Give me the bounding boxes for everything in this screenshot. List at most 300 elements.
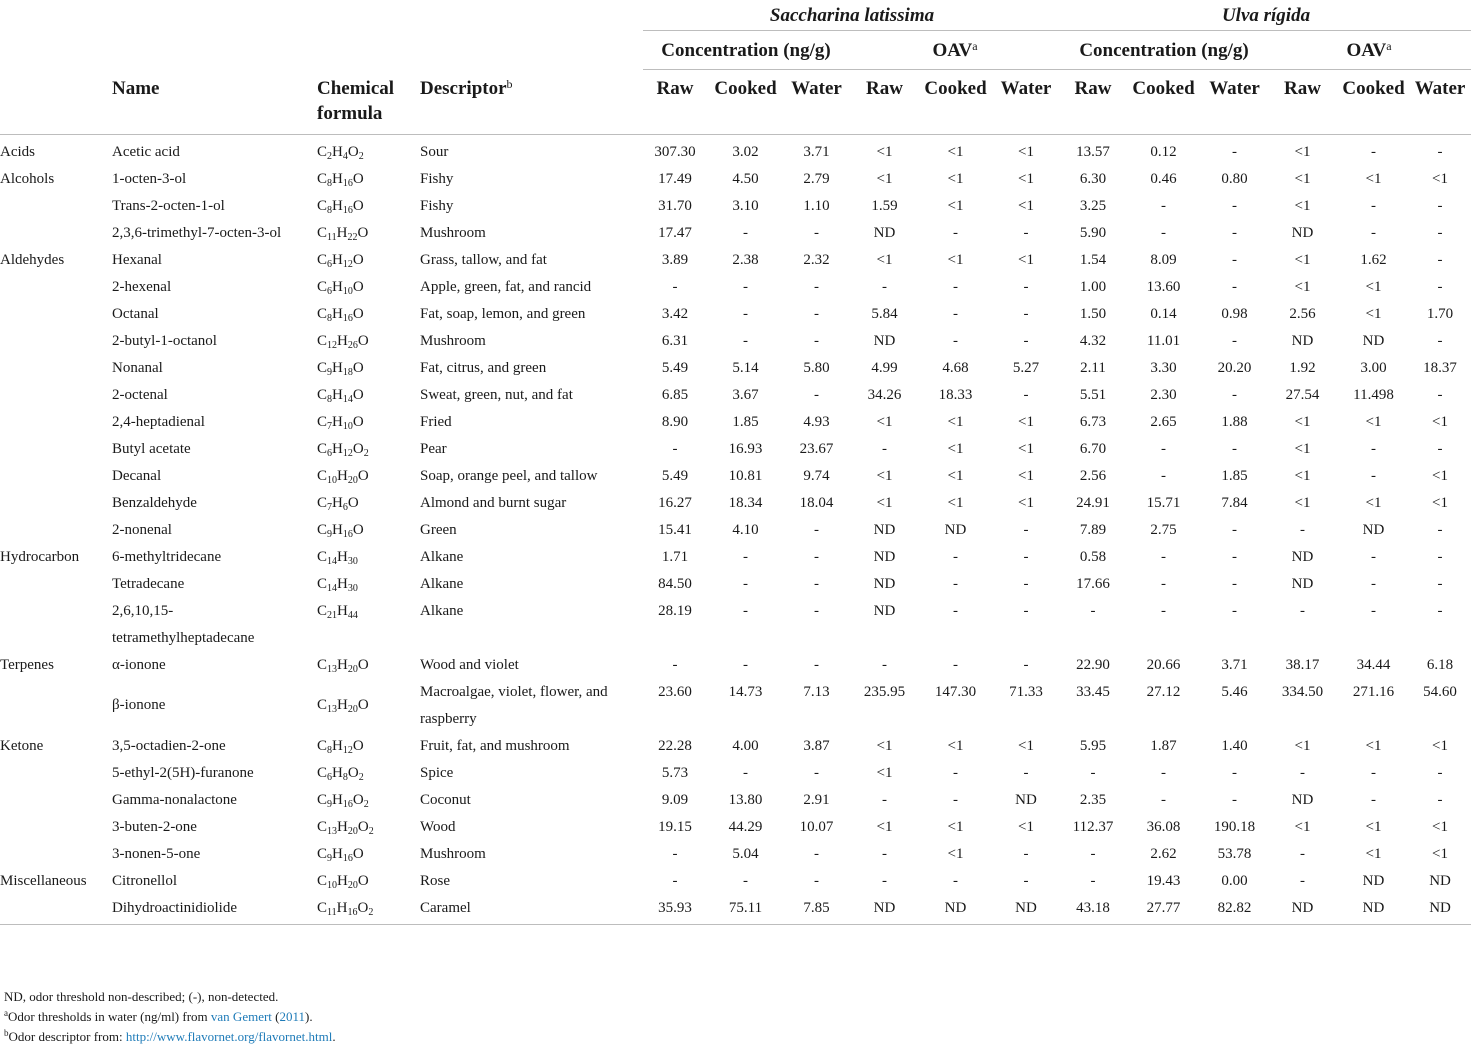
value-cell: 3.30 <box>1150 359 1177 376</box>
value-cell: <1 <box>947 467 964 484</box>
value-cell: - <box>1437 602 1443 619</box>
value-cell: <1 <box>1432 467 1448 484</box>
table-row <box>0 598 1471 652</box>
table-row <box>0 544 1471 571</box>
compound-class <box>0 895 112 925</box>
value-cell: 3.71 <box>803 143 830 160</box>
value-cell: - <box>1023 386 1029 403</box>
value-cell: 6.31 <box>661 332 689 349</box>
raw-header: Raw <box>849 70 920 135</box>
compound-class <box>0 841 112 868</box>
value-cell: - <box>953 548 958 565</box>
table-row <box>0 193 1471 220</box>
value-cell: 5.49 <box>661 359 689 376</box>
chemical-formula: $C_9H_{18}O$ <box>317 359 364 378</box>
value-cell: 6.85 <box>661 386 689 403</box>
compound-name: 2,6,10,15- tetramethylheptadecane <box>112 602 255 646</box>
value-cell: 147.30 <box>934 683 977 700</box>
cooked-header: Cooked <box>920 70 991 135</box>
compound-class <box>0 355 112 382</box>
value-cell: 10.81 <box>728 467 763 484</box>
value-cell: 15.71 <box>1146 494 1181 511</box>
value-cell: - <box>1023 521 1029 538</box>
value-cell: <1 <box>1365 845 1382 862</box>
chemical-formula: $C_6H_{10}O$ <box>317 278 364 297</box>
compound-name: Butyl acetate <box>112 440 191 457</box>
table-row <box>0 733 1471 760</box>
table-row <box>0 490 1471 517</box>
value-cell: <1 <box>947 170 964 187</box>
table-row <box>0 355 1471 382</box>
compound-name: β-ionone <box>112 697 166 713</box>
value-cell: ND <box>1291 548 1314 565</box>
value-cell: 7.13 <box>803 683 830 700</box>
value-cell: 3.87 <box>803 737 830 754</box>
value-cell: ND <box>873 521 896 538</box>
chemical-formula: $C_{11}H_{22}O$ <box>317 224 369 243</box>
value-cell: <1 <box>1432 818 1448 835</box>
value-cell: - <box>1090 764 1096 781</box>
value-cell: 38.17 <box>1285 656 1320 673</box>
cooked-header: Cooked <box>707 70 784 135</box>
value-cell: <1 <box>947 440 964 457</box>
value-cell: 3.02 <box>732 143 759 160</box>
value-cell: 16.93 <box>728 440 763 457</box>
odor-descriptor: Fruit, fat, and mushroom <box>420 737 570 754</box>
value-cell: 1.88 <box>1221 413 1248 430</box>
value-cell: - <box>743 224 748 241</box>
value-cell: - <box>953 602 958 619</box>
chemical-formula: $C_6H_{12}O$ <box>317 251 364 270</box>
chemical-formula: $C_{14}H_{30}$ <box>317 575 358 594</box>
water-header: Water <box>784 70 849 135</box>
odor-descriptor: Almond and burnt sugar <box>420 494 567 511</box>
flavornet-link[interactable]: http://www.flavornet.org/flavornet.html <box>125 1029 333 1044</box>
species-ulva-header: Ulva rígida <box>1061 0 1471 31</box>
value-cell: 27.77 <box>1125 895 1202 925</box>
chemical-formula: $C_6H_{12}O_2$ <box>317 440 369 459</box>
value-cell: - <box>1232 143 1238 160</box>
value-cell: 0.14 <box>1150 305 1177 322</box>
value-cell: - <box>1232 548 1238 565</box>
chemical-formula: $C_7H_6O$ <box>317 494 359 513</box>
chemical-formula: $C_8H_{16}O$ <box>317 170 364 189</box>
chemical-formula: $C_{11}H_{16}O_2$ <box>317 895 420 925</box>
value-cell: 5.73 <box>661 764 689 781</box>
value-cell: 2.56 <box>1079 467 1107 484</box>
value-cell: 0.80 <box>1221 170 1248 187</box>
value-cell: - <box>1437 440 1443 457</box>
value-cell: - <box>1161 791 1167 808</box>
value-cell: 17.49 <box>658 170 692 187</box>
value-cell: 2.56 <box>1289 305 1316 322</box>
value-cell: ND <box>1362 332 1385 349</box>
value-cell: - <box>814 386 819 403</box>
chemical-formula: $C_{10}H_{20}O$ <box>317 872 369 891</box>
value-cell: <1 <box>876 494 893 511</box>
compound-name: α-ionone <box>112 656 166 673</box>
value-cell: 3.71 <box>1221 656 1248 673</box>
odor-descriptor: Soap, orange peel, and tallow <box>420 467 598 484</box>
table-row <box>0 134 1471 166</box>
value-cell: 4.99 <box>871 359 898 376</box>
value-cell: <1 <box>1365 170 1382 187</box>
value-cell: 31.70 <box>658 197 692 214</box>
compound-name: 5-ethyl-2(5H)-furanone <box>112 764 254 781</box>
value-cell: 27.12 <box>1146 683 1181 700</box>
value-cell: <1 <box>1018 737 1034 754</box>
value-cell: <1 <box>1432 170 1448 187</box>
value-cell: - <box>1023 575 1029 592</box>
value-cell: 2.79 <box>803 170 830 187</box>
value-cell: 1.10 <box>803 197 830 214</box>
table-row <box>0 841 1471 868</box>
value-cell: - <box>953 656 958 673</box>
value-cell: <1 <box>947 818 964 835</box>
value-cell: <1 <box>1294 143 1311 160</box>
value-cell: <1 <box>1294 494 1311 511</box>
compound-class: Hydrocarbon <box>0 548 80 565</box>
value-cell: <1 <box>947 197 964 214</box>
value-cell: 34.26 <box>867 386 902 403</box>
value-cell: 3.42 <box>661 305 689 322</box>
value-cell: - <box>882 656 887 673</box>
value-cell: - <box>1232 521 1238 538</box>
value-cell: 71.33 <box>1009 683 1043 700</box>
value-cell: - <box>1300 872 1306 889</box>
value-cell: - <box>1371 197 1377 214</box>
value-cell: 5.84 <box>871 305 898 322</box>
value-cell: <1 <box>1018 818 1034 835</box>
table-body <box>0 134 1471 924</box>
value-cell: <1 <box>1432 413 1448 430</box>
compound-name: Dihydroactinidiolide <box>112 895 317 925</box>
value-cell: <1 <box>947 251 964 268</box>
value-cell: 27.54 <box>1285 386 1320 403</box>
value-cell: 5.14 <box>732 359 759 376</box>
value-cell: - <box>814 332 819 349</box>
value-cell: ND <box>873 575 896 592</box>
odor-descriptor: Green <box>420 521 457 538</box>
value-cell: - <box>1437 548 1443 565</box>
compound-name: Octanal <box>112 305 159 322</box>
value-cell: <1 <box>1294 278 1311 295</box>
table-row <box>0 517 1471 544</box>
value-cell: 1.62 <box>1360 251 1387 268</box>
table-row <box>0 166 1471 193</box>
value-cell: - <box>1232 575 1238 592</box>
value-cell: ND <box>1429 872 1451 889</box>
table-row <box>0 301 1471 328</box>
table-row <box>0 571 1471 598</box>
value-cell: 17.66 <box>1076 575 1110 592</box>
value-cell: - <box>1232 440 1238 457</box>
value-cell: 2.75 <box>1150 521 1177 538</box>
chemical-formula: $C_{13}H_{20}O$ <box>317 656 369 675</box>
odor-descriptor: Wood <box>420 818 456 835</box>
value-cell: 3.89 <box>661 251 689 268</box>
value-cell: 44.29 <box>728 818 763 835</box>
value-cell: - <box>672 656 678 673</box>
compound-name: Citronellol <box>112 872 177 889</box>
value-cell: 2.62 <box>1150 845 1177 862</box>
value-cell: ND <box>873 602 896 619</box>
table-row <box>0 274 1471 301</box>
chemical-formula: $C_6H_8O_2$ <box>317 764 364 783</box>
value-cell: <1 <box>1365 278 1382 295</box>
value-cell: 2.65 <box>1150 413 1177 430</box>
compound-class <box>0 463 112 490</box>
cooked-header: Cooked <box>1125 70 1202 135</box>
value-cell: ND <box>991 895 1061 925</box>
value-cell: 1.92 <box>1289 359 1316 376</box>
value-cell: <1 <box>1018 197 1034 214</box>
value-cell: 1.87 <box>1150 737 1177 754</box>
value-cell: 271.16 <box>1352 683 1395 700</box>
compound-name: 6-methyltridecane <box>112 548 222 565</box>
value-cell: - <box>1023 602 1029 619</box>
value-cell: - <box>1300 764 1306 781</box>
footnote-abbreviations: ND, odor threshold non-described; (-), non-detected. <box>4 989 279 1004</box>
value-cell: - <box>1371 224 1377 241</box>
compound-class <box>0 220 112 247</box>
value-cell: 1.85 <box>1221 467 1248 484</box>
value-cell: ND <box>849 895 920 925</box>
value-cell: - <box>953 278 958 295</box>
value-cell: 5.80 <box>803 359 830 376</box>
value-cell: - <box>1371 548 1377 565</box>
table-row <box>0 652 1471 679</box>
compound-name: Decanal <box>112 467 162 484</box>
value-cell: ND <box>1409 895 1471 925</box>
value-cell: - <box>814 521 819 538</box>
table-row <box>0 787 1471 814</box>
value-cell: <1 <box>876 467 893 484</box>
value-cell: 82.82 <box>1202 895 1267 925</box>
compound-name: 2-butyl-1-octanol <box>112 332 217 349</box>
value-cell: - <box>1161 224 1167 241</box>
value-cell: 17.47 <box>658 224 692 241</box>
value-cell: - <box>743 305 748 322</box>
descriptor-column-header: Descriptor$^b$ <box>420 70 643 135</box>
water-header: Water <box>991 70 1061 135</box>
value-cell: - <box>1232 197 1238 214</box>
value-cell: <1 <box>876 818 893 835</box>
table-row <box>0 679 1471 733</box>
compound-name: Gamma-nonalactone <box>112 791 237 808</box>
value-cell: - <box>672 872 678 889</box>
value-cell: - <box>814 305 819 322</box>
value-cell: - <box>1371 791 1377 808</box>
value-cell: - <box>672 440 678 457</box>
value-cell: 2.38 <box>732 251 759 268</box>
value-cell: 1.71 <box>661 548 689 565</box>
value-cell: 18.34 <box>728 494 763 511</box>
value-cell: - <box>814 764 819 781</box>
value-cell: <1 <box>1294 197 1311 214</box>
value-cell: <1 <box>947 143 964 160</box>
value-cell: - <box>882 845 887 862</box>
value-cell: ND <box>1291 332 1314 349</box>
value-cell: - <box>1023 332 1029 349</box>
value-cell: <1 <box>876 413 893 430</box>
odor-descriptor: Fat, citrus, and green <box>420 359 547 376</box>
odor-descriptor: Fried <box>420 413 452 430</box>
value-cell: - <box>1090 845 1096 862</box>
value-cell: - <box>1161 764 1167 781</box>
compound-name: 1-octen-3-ol <box>112 170 187 187</box>
value-cell: 0.00 <box>1221 872 1248 889</box>
value-cell: - <box>1161 197 1167 214</box>
value-cell: 35.93 <box>643 895 707 925</box>
value-cell: - <box>953 872 958 889</box>
value-cell: <1 <box>1294 440 1311 457</box>
chemical-formula: $C_8H_{12}O$ <box>317 737 364 756</box>
value-cell: 10.07 <box>799 818 834 835</box>
value-cell: - <box>953 332 958 349</box>
value-cell: - <box>743 575 748 592</box>
value-cell: - <box>1232 224 1238 241</box>
compound-name: 2,3,6-trimethyl-7-octen-3-ol <box>112 224 282 241</box>
value-cell: - <box>1023 548 1029 565</box>
value-cell: - <box>882 791 887 808</box>
value-cell: 18.33 <box>938 386 973 403</box>
value-cell: 54.60 <box>1423 683 1457 700</box>
odor-descriptor: Mushroom <box>420 845 486 862</box>
chemical-formula: $C_{10}H_{20}O$ <box>317 467 369 486</box>
value-cell: - <box>882 278 887 295</box>
value-cell: 13.60 <box>1146 278 1181 295</box>
odor-descriptor: Caramel <box>420 895 643 925</box>
value-cell: 14.73 <box>728 683 763 700</box>
value-cell: - <box>743 548 748 565</box>
compound-class: Ketone <box>0 737 44 754</box>
value-cell: - <box>953 224 958 241</box>
value-cell: <1 <box>876 170 893 187</box>
value-cell: <1 <box>1294 251 1311 268</box>
value-cell: - <box>1371 143 1377 160</box>
odor-descriptor: Mushroom <box>420 332 486 349</box>
value-cell: 2.91 <box>803 791 830 808</box>
footnote-odor-descriptor: $^b$Odor descriptor from: http://www.flavornet.org/flavornet.html. <box>4 1028 336 1044</box>
value-cell: 6.18 <box>1426 656 1454 673</box>
value-cell: 23.60 <box>658 683 692 700</box>
odor-descriptor: Sour <box>420 143 449 160</box>
value-cell: 53.78 <box>1217 845 1252 862</box>
value-cell: - <box>953 791 958 808</box>
value-cell: 3.67 <box>732 386 759 403</box>
value-cell: <1 <box>1294 818 1311 835</box>
compound-name: Nonanal <box>112 359 163 376</box>
footnote-odor-thresholds: $^a$Odor thresholds in water (ng/ml) from van Gemert (2011). <box>4 1008 313 1024</box>
value-cell: 1.70 <box>1426 305 1454 322</box>
value-cell: ND <box>944 521 967 538</box>
value-cell: <1 <box>1365 413 1382 430</box>
value-cell: <1 <box>1432 737 1448 754</box>
value-cell: 190.18 <box>1213 818 1256 835</box>
value-cell: - <box>1232 386 1238 403</box>
table-row <box>0 436 1471 463</box>
value-cell: ND <box>1291 791 1314 808</box>
value-cell: - <box>814 872 819 889</box>
formula-column-header: Chemical formula <box>317 70 420 135</box>
raw-header: Raw <box>643 70 707 135</box>
value-cell: 16.27 <box>658 494 692 511</box>
compound-class <box>0 409 112 436</box>
value-cell: - <box>1371 575 1377 592</box>
chemical-formula: $C_{14}H_{30}$ <box>317 548 358 567</box>
value-cell: 4.50 <box>732 170 759 187</box>
value-cell: - <box>814 656 819 673</box>
value-cell: ND <box>1362 872 1385 889</box>
value-cell: 1.50 <box>1079 305 1107 322</box>
table-row <box>0 220 1471 247</box>
value-cell: 5.04 <box>732 845 759 862</box>
value-cell: ND <box>873 548 896 565</box>
value-cell: 7.85 <box>784 895 849 925</box>
value-cell: <1 <box>1432 845 1448 862</box>
value-cell: - <box>953 575 958 592</box>
value-cell: 7.89 <box>1079 521 1107 538</box>
value-cell: <1 <box>1018 440 1034 457</box>
value-cell: 1.40 <box>1221 737 1248 754</box>
reference-link-van-gemert[interactable]: van Gemert <box>210 1009 272 1024</box>
value-cell: 24.91 <box>1076 494 1110 511</box>
value-cell: - <box>1161 440 1167 457</box>
value-cell: 5.90 <box>1079 224 1107 241</box>
value-cell: <1 <box>1294 467 1311 484</box>
value-cell: - <box>953 305 958 322</box>
value-cell: ND <box>1267 895 1338 925</box>
odor-descriptor: Rose <box>420 872 450 889</box>
value-cell: - <box>814 278 819 295</box>
value-cell: 1.85 <box>732 413 759 430</box>
value-cell: - <box>814 575 819 592</box>
value-cell: 22.28 <box>658 737 692 754</box>
compound-class <box>0 679 112 733</box>
value-cell: 28.19 <box>658 602 692 619</box>
value-cell: - <box>1437 764 1443 781</box>
value-cell: 6.73 <box>1079 413 1107 430</box>
value-cell: 1.00 <box>1079 278 1107 295</box>
value-cell: 36.08 <box>1146 818 1181 835</box>
compound-name: 2,4-heptadienal <box>112 413 205 430</box>
value-cell: - <box>1161 467 1167 484</box>
value-cell: - <box>672 845 678 862</box>
value-cell: 84.50 <box>658 575 692 592</box>
reference-link-year[interactable]: 2011 <box>279 1009 306 1024</box>
value-cell: 43.18 <box>1061 895 1125 925</box>
odor-descriptor: Apple, green, fat, and rancid <box>420 278 592 295</box>
value-cell: - <box>1437 224 1443 241</box>
value-cell: 112.37 <box>1072 818 1114 835</box>
table-row <box>0 895 1471 925</box>
value-cell: 18.04 <box>799 494 834 511</box>
raw-header: Raw <box>1061 70 1125 135</box>
chemical-formula: $C_8H_{16}O$ <box>317 305 364 324</box>
value-cell: 20.20 <box>1217 359 1252 376</box>
value-cell: <1 <box>876 251 893 268</box>
value-cell: - <box>672 278 678 295</box>
value-cell: 11.01 <box>1146 332 1181 349</box>
value-cell: <1 <box>1365 737 1382 754</box>
value-cell: 5.46 <box>1221 683 1248 700</box>
value-cell: 19.15 <box>658 818 692 835</box>
value-cell: - <box>743 602 748 619</box>
odor-descriptor: Sweat, green, nut, and fat <box>420 386 573 403</box>
compound-class: Alcohols <box>0 170 55 187</box>
chemical-formula: $C_8H_{14}O$ <box>317 386 364 405</box>
